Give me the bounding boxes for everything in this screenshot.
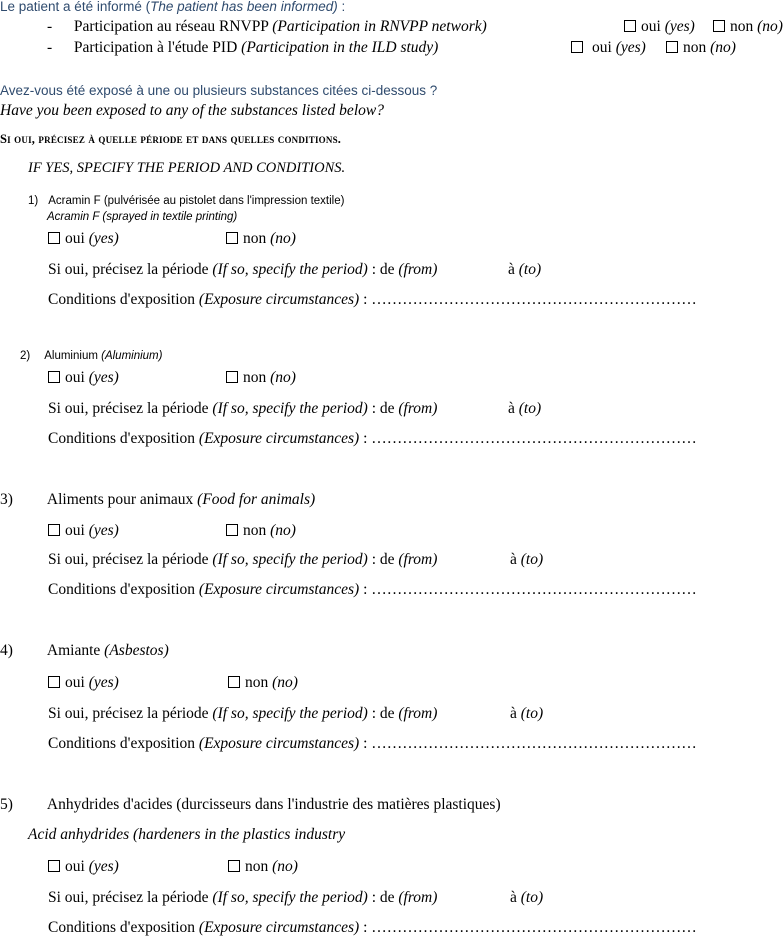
substance-1-period[interactable]: Si oui, précisez la période (If so, specify the period) : de (from) — [48, 261, 438, 278]
substance-4-oui-checkbox[interactable] — [48, 676, 60, 688]
substance-1-oui-checkbox[interactable] — [48, 232, 60, 244]
substance-4-non-checkbox[interactable] — [228, 676, 240, 688]
substance-4-period[interactable]: Si oui, précisez la période (If so, specify the period) : de (from) — [48, 705, 438, 722]
question-en: Have you been exposed to any of the substances listed below? — [0, 102, 384, 119]
substance-2-period-to[interactable]: à (to) — [508, 400, 542, 417]
substance-5-oui-checkbox[interactable] — [48, 860, 60, 872]
informed-label: Le patient a été informé (The patient has been informed) : — [0, 0, 346, 14]
substance-3-non-checkbox[interactable] — [226, 524, 238, 536]
substance-4-period-to[interactable]: à (to) — [510, 705, 544, 722]
question-fr: Avez-vous été exposé à une ou plusieurs substances citées ci-dessous ? — [0, 83, 438, 98]
substance-4-conditions[interactable]: Conditions d'exposition (Exposure circumstances) : ……………………………………………………… — [48, 735, 697, 752]
pid-non-checkbox[interactable] — [666, 41, 678, 53]
substance-2-title: 2) Aluminium (Aluminium) — [20, 350, 163, 362]
if-yes-fr: Si oui, précisez à quelle période et dans quelles conditions. — [0, 132, 342, 146]
substance-2-oui-checkbox[interactable] — [48, 371, 60, 383]
substance-2-non-checkbox[interactable] — [226, 371, 238, 383]
substance-1-period-to[interactable]: à (to) — [508, 261, 542, 278]
substance-5-title-en: Acid anhydrides (hardeners in the plastics industry — [28, 826, 346, 843]
substance-3-oui-checkbox[interactable] — [48, 524, 60, 536]
substance-3-title: 3) Aliments pour animaux (Food for animals) — [0, 491, 316, 508]
substance-5-period[interactable]: Si oui, précisez la période (If so, specify the period) : de (from) — [48, 889, 438, 906]
if-yes-en: IF YES, SPECIFY THE PERIOD AND CONDITIONS. — [28, 160, 346, 176]
substance-3-period[interactable]: Si oui, précisez la période (If so, specify the period) : de (from) — [48, 551, 438, 568]
substance-1-title-en: Acramin F (sprayed in textile printing) — [47, 211, 238, 223]
substance-2-conditions[interactable]: Conditions d'exposition (Exposure circumstances) : ……………………………………………………… — [48, 430, 697, 447]
substance-1-conditions[interactable]: Conditions d'exposition (Exposure circumstances) : ……………………………………………………… — [48, 291, 697, 308]
informed-item-pid: - Participation à l'étude PID (Participation in the ILD study) — [47, 39, 439, 56]
substance-4-title: 4) Amiante (Asbestos) — [0, 642, 169, 659]
pid-oui-checkbox[interactable] — [571, 41, 583, 53]
substance-1-title: 1) Acramin F (pulvérisée au pistolet dans l'impression textile) — [28, 195, 345, 207]
substance-2-period[interactable]: Si oui, précisez la période (If so, specify the period) : de (from) — [48, 400, 438, 417]
rnvpp-non-checkbox[interactable] — [713, 20, 725, 32]
substance-1-non-checkbox[interactable] — [226, 232, 238, 244]
substance-5-period-to[interactable]: à (to) — [510, 889, 544, 906]
informed-item-rnvpp: - Participation au réseau RNVPP (Participation in RNVPP network) — [47, 18, 487, 35]
rnvpp-oui-checkbox[interactable] — [624, 20, 636, 32]
substance-5-non-checkbox[interactable] — [228, 860, 240, 872]
substance-3-conditions[interactable]: Conditions d'exposition (Exposure circumstances) : ……………………………………………………… — [48, 581, 697, 598]
substance-3-period-to[interactable]: à (to) — [510, 551, 544, 568]
substance-5-title: 5) Anhydrides d'acides (durcisseurs dans l'industrie des matières plastiques) — [0, 796, 501, 813]
substance-5-conditions[interactable]: Conditions d'exposition (Exposure circumstances) : ……………………………………………………… — [48, 919, 697, 936]
